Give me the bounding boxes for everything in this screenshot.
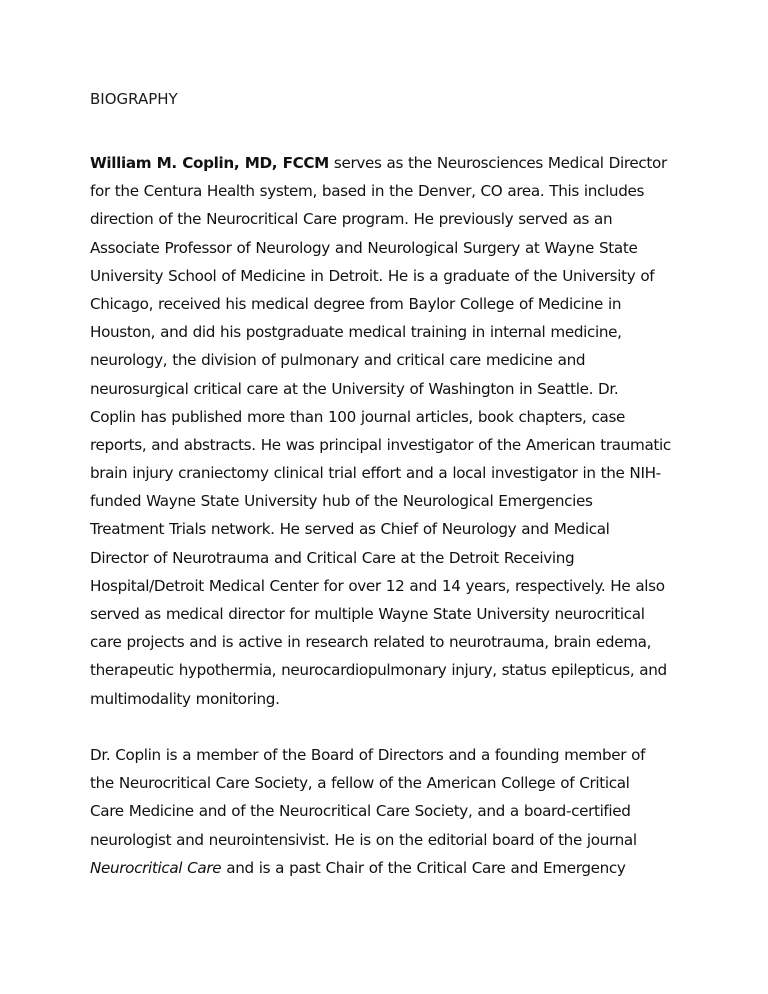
text-line: funded Wayne State University hub of the Neurological Emergencies <box>90 492 593 511</box>
text-line: reports, and abstracts. He was principal investigator of the American traumatic <box>90 435 671 454</box>
text-line: University School of Medicine in Detroit. He is a graduate of the University of <box>90 266 655 285</box>
text-line: Dr. Coplin is a member of the Board of Directors and a founding member of <box>90 746 646 764</box>
text-line: direction of the Neurocritical Care program. He previously served as an <box>90 210 613 229</box>
text-line: brain injury craniectomy clinical trial effort and a local investigator in the NIH- <box>90 464 661 483</box>
text-line: Hospital/Detroit Medical Center for over 12 and 14 years, respectively. He also <box>90 576 665 595</box>
text-line: Coplin has published more than 100 journal articles, book chapters, case <box>90 407 626 426</box>
line-text: serves as the Neurosciences Medical Director <box>328 154 667 172</box>
text-line: served as medical director for multiple Wayne State University neurocritical <box>90 605 645 623</box>
text-line: Care Medicine and of the Neurocritical Care Society, and a board-certified <box>90 802 631 821</box>
text-line: neurology, the division of pulmonary and critical care medicine and <box>90 351 586 370</box>
text-line: for the Centura Health system, based in the Denver, CO area. This includes <box>90 182 645 201</box>
text-line: Houston, and did his postgraduate medical training in internal medicine, <box>90 323 622 342</box>
journal-title: Neurocritical Care <box>90 858 222 877</box>
text-line: the Neurocritical Care Society, a fellow of the American College of Critical <box>90 774 630 793</box>
text-line: neurosurgical critical care at the University of Washington in Seattle. Dr. <box>90 379 619 398</box>
text-line <box>90 149 710 177</box>
text-line: Director of Neurotrauma and Critical Care at the Detroit Receiving <box>90 548 575 567</box>
person-name: William M. Coplin, MD, FCCM <box>90 154 329 172</box>
text-line: care projects and is active in research related to neurotrauma, brain edema, <box>90 633 652 652</box>
text-line <box>90 854 710 882</box>
line-text: and is a past Chair of the Critical Care and Emergency <box>221 858 626 877</box>
biography-heading: BIOGRAPHY <box>90 90 178 108</box>
text-line: Associate Professor of Neurology and Neurological Surgery at Wayne State <box>90 238 638 257</box>
text-line: multimodality monitoring. <box>90 689 280 708</box>
text-line: Chicago, received his medical degree from Baylor College of Medicine in <box>90 294 622 313</box>
biography-paragraph-1 <box>90 149 710 713</box>
text-line: Treatment Trials network. He served as Chief of Neurology and Medical <box>90 520 610 539</box>
text-line: therapeutic hypothermia, neurocardiopulmonary injury, status epilepticus, and <box>90 661 667 680</box>
biography-paragraph-2 <box>90 741 710 882</box>
text-line: neurologist and neurointensivist. He is on the editorial board of the journal <box>90 830 637 849</box>
